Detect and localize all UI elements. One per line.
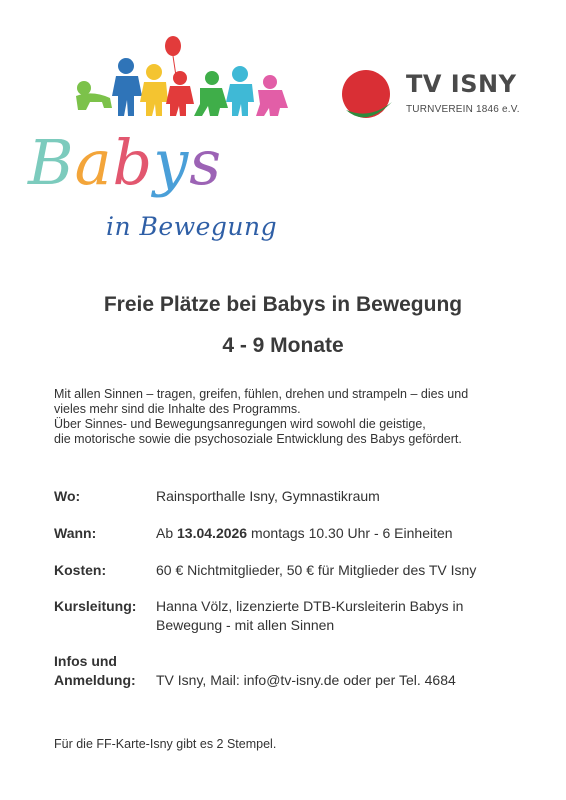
when-label: Wann: (54, 525, 97, 541)
when-value (156, 524, 524, 543)
where-label: Wo: (54, 488, 81, 504)
brand-letter: a (74, 126, 113, 199)
instructor-value-line: Hanna Völz, lizenzierte DTB-Kursleiterin Babys in (156, 598, 464, 614)
where-value: Rainsporthalle Isny, Gymnastikraum (156, 488, 380, 504)
club-name: TV ISNY (406, 70, 517, 98)
intro-line: die motorische sowie die psychosoziale Entwicklung des Babys gefördert. (54, 432, 462, 446)
intro-line: vieles mehr sind die Inhalte des Programms. (54, 402, 301, 416)
cost-value: 60 € Nichtmitglieder, 50 € für Mitglieder des TV Isny (156, 562, 477, 578)
when-prefix: Ab (156, 525, 178, 541)
info-label-line: Infos und (54, 653, 117, 669)
info-value: TV Isny, Mail: info@tv-isny.de oder per Tel. 4684 (156, 672, 456, 688)
instructor-value-line: Bewegung - mit allen Sinnen (156, 617, 335, 633)
instructor-value (156, 597, 524, 635)
ball-logo-icon (340, 68, 396, 124)
cost-label: Kosten: (54, 562, 107, 578)
brand-letter: b (112, 126, 154, 199)
page-title: Freie Plätze bei Babys in Bewegung (103, 293, 463, 316)
child-figure-teal (226, 66, 254, 116)
brand-letter: y (153, 126, 190, 199)
program-logo (28, 126, 278, 258)
intro-paragraph (54, 387, 534, 447)
intro-line: Über Sinnes- und Bewegungsanregungen wird sowohl die geistige, (54, 417, 426, 431)
children-silhouette-illustration (72, 36, 292, 118)
child-figure-pink (256, 75, 288, 116)
when-suffix: montags 10.30 Uhr - 6 Einheiten (247, 525, 453, 541)
child-figure-red (166, 71, 194, 116)
crawling-baby-figure (76, 81, 112, 110)
info-label (54, 652, 164, 690)
brand-letter: B (28, 126, 75, 199)
balloon-icon (165, 36, 181, 56)
brand-letter: s (189, 126, 223, 199)
program-logo-word (28, 128, 222, 198)
info-label-line: Anmeldung: (54, 672, 136, 688)
age-range-heading: 4 - 9 Monate (222, 334, 344, 357)
child-figure-yellow (140, 64, 168, 116)
instructor-label: Kursleitung: (54, 598, 137, 614)
child-figure-green (194, 71, 228, 116)
stamp-card-note: Für die FF-Karte-Isny gibt es 2 Stempel. (54, 737, 277, 751)
standing-child-figure (112, 58, 142, 116)
intro-line: Mit allen Sinnen – tragen, greifen, fühlen, drehen und strampeln – dies und (54, 387, 469, 401)
program-logo-subtitle: in Bewegung (106, 212, 278, 241)
club-logo (340, 66, 520, 126)
club-subtitle: TURNVEREIN 1846 e.V. (406, 104, 520, 115)
start-date: 13.04.2026 (177, 525, 248, 541)
